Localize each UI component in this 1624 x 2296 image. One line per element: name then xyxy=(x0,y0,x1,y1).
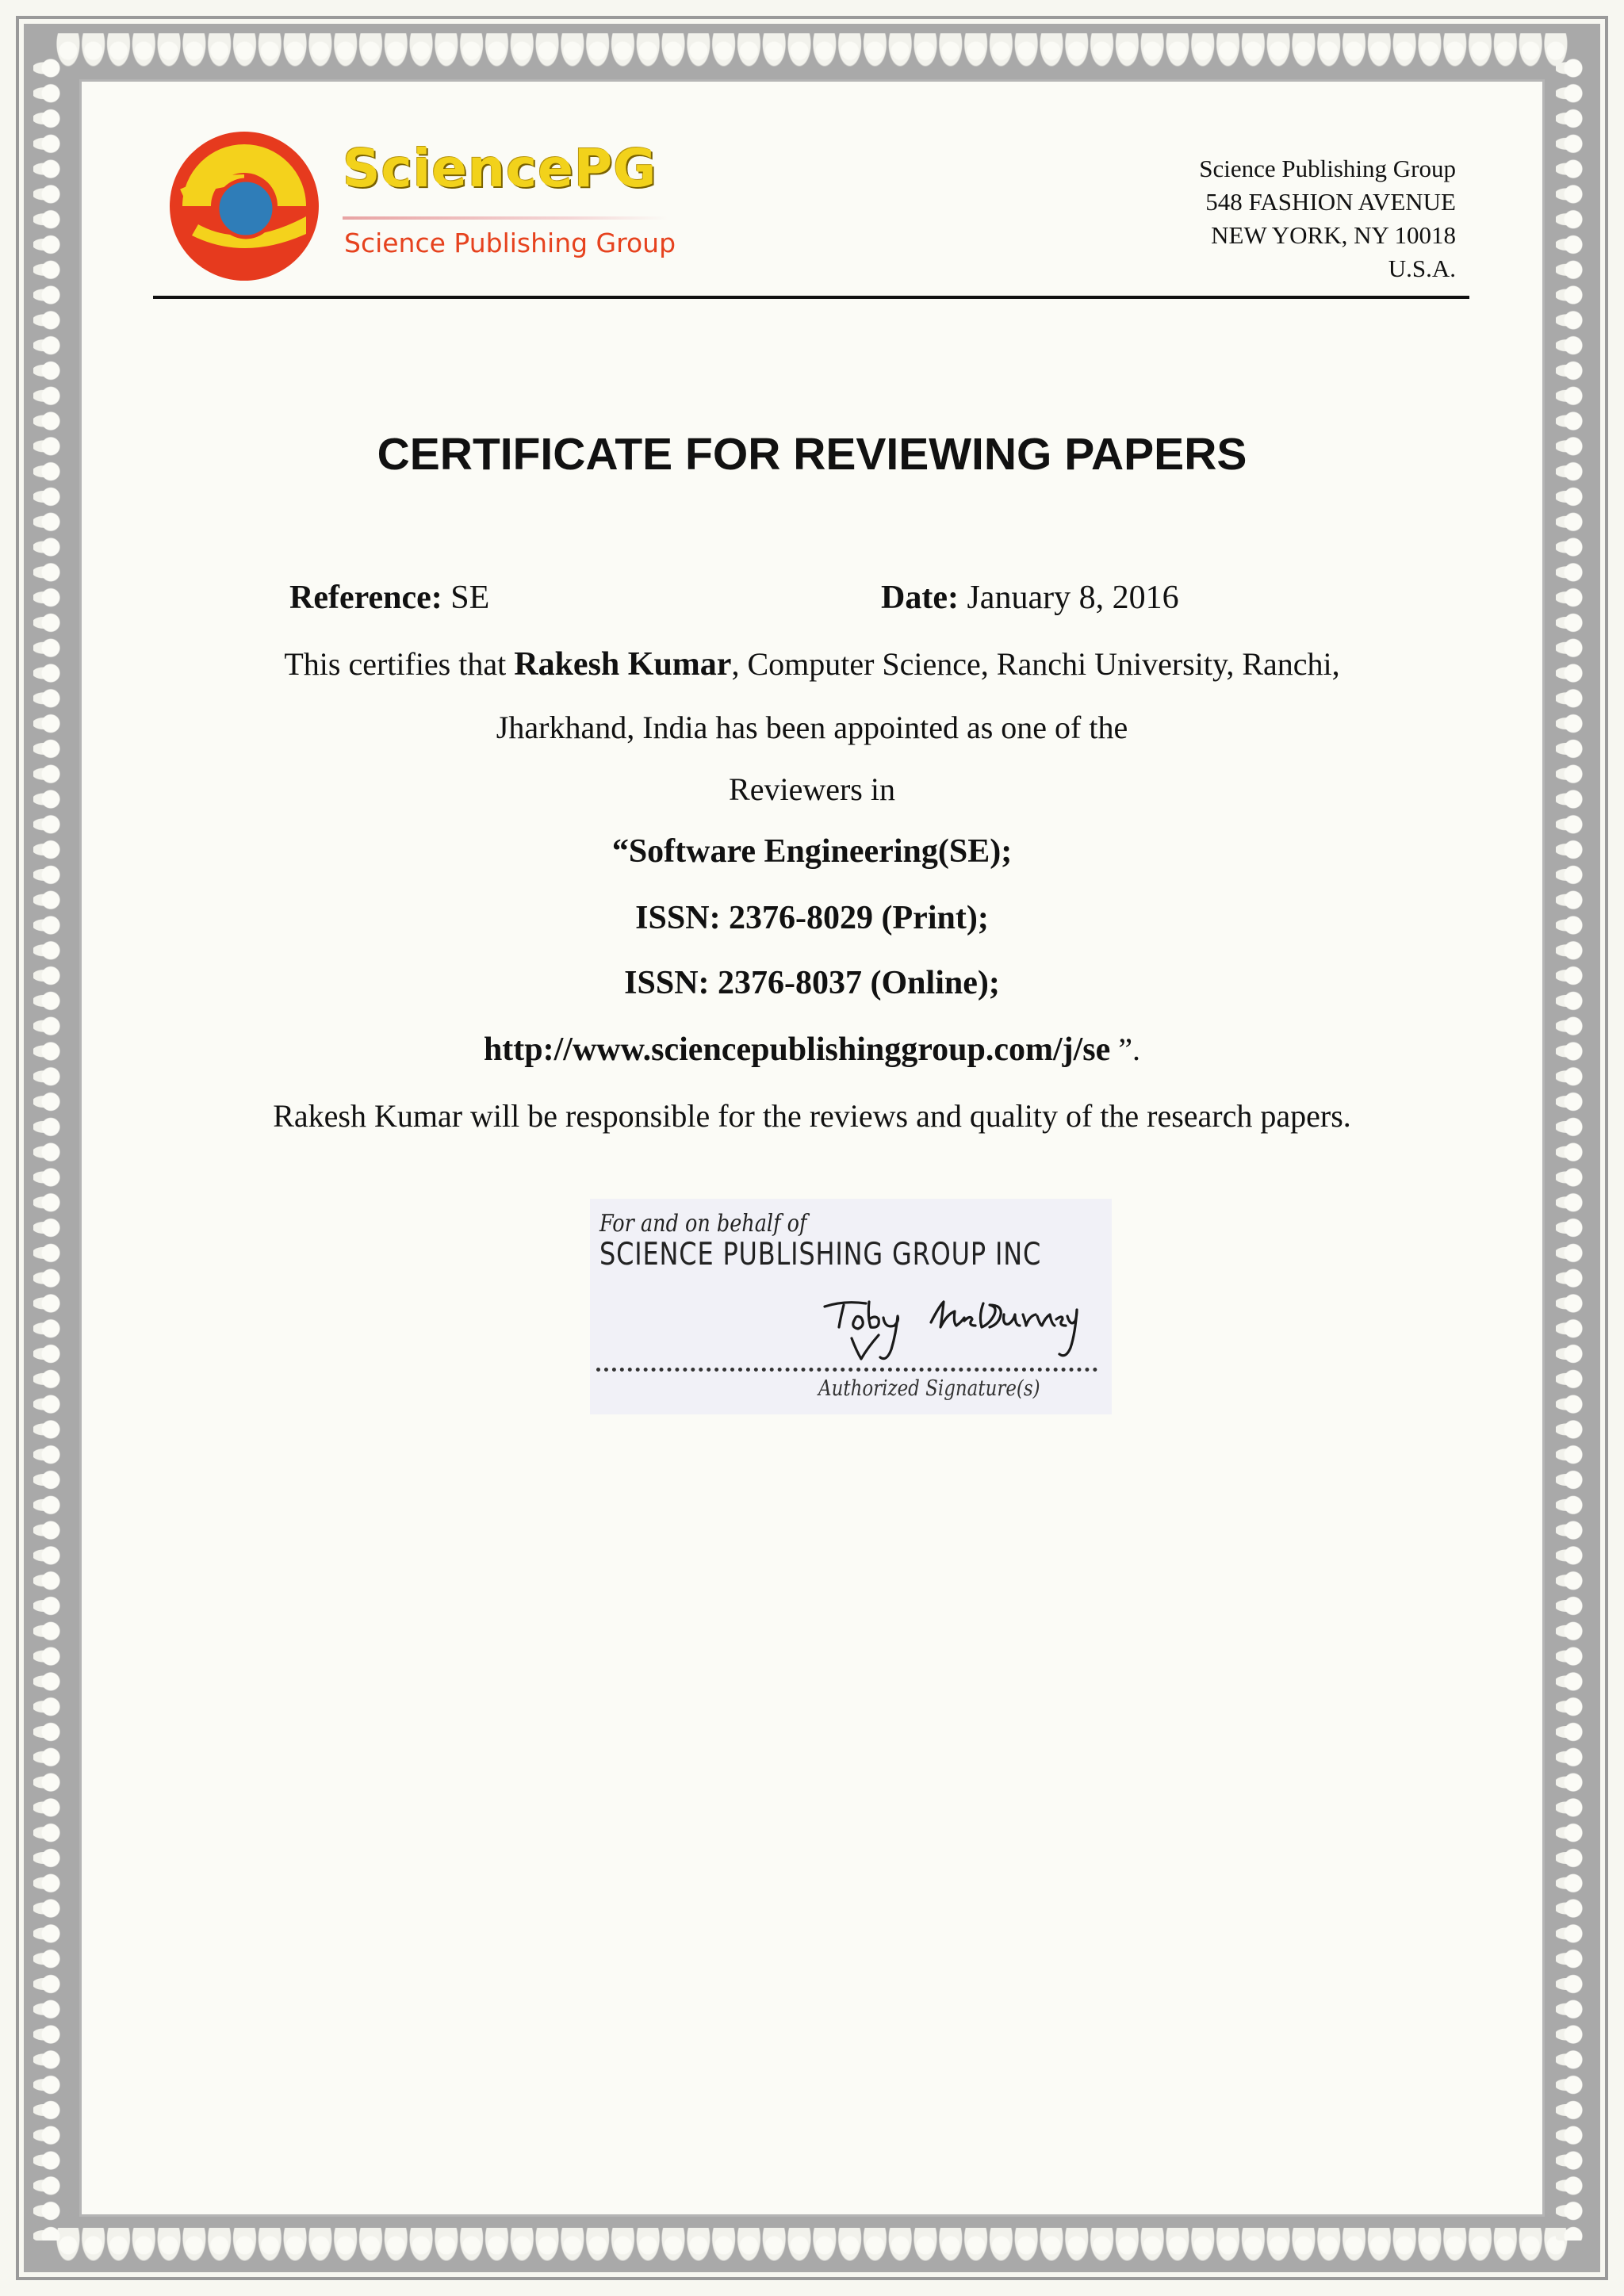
journal-name: “Software Engineering(SE); xyxy=(611,833,1013,870)
signature-stamp xyxy=(590,1199,1112,1414)
issn-print: ISSN: 2376-8029 (Print); xyxy=(635,900,989,936)
header-divider xyxy=(153,296,1469,299)
journal-url-suffix: ”. xyxy=(1110,1031,1141,1067)
reviewer-name: Rakesh Kumar xyxy=(514,646,732,683)
issn-online: ISSN: 2376-8037 (Online); xyxy=(624,965,1000,1001)
journal-url-link[interactable]: http://www.sciencepublishinggroup.com/j/se xyxy=(483,1031,1111,1068)
certificate-title: CERTIFICATE FOR REVIEWING PAPERS xyxy=(377,429,1247,480)
brand-subtitle: Science Publishing Group xyxy=(344,228,676,258)
responsibility-statement: Rakesh Kumar will be responsible for the reviews and quality of the research papers. xyxy=(273,1098,1351,1134)
affiliation-part-1: , Computer Science, Ranchi University, Ranchi, xyxy=(731,646,1340,682)
affiliation-part-2: Jharkhand, India has been appointed as one of the xyxy=(496,710,1128,745)
signature-dotted-line xyxy=(596,1368,1097,1372)
journal-url-line xyxy=(0,1031,1624,1069)
date-label: Date: xyxy=(881,580,959,616)
date-line xyxy=(881,579,1179,617)
address-line: 548 FASHION AVENUE xyxy=(1205,188,1456,216)
reference-label: Reference: xyxy=(289,580,442,616)
handwritten-signature xyxy=(820,1286,1082,1373)
brand-underline xyxy=(343,216,668,220)
address-line: U.S.A. xyxy=(1388,254,1456,282)
reviewers-in-text: Reviewers in xyxy=(729,771,895,807)
address-line: NEW YORK, NY 10018 xyxy=(1211,221,1456,249)
certificate-body-area xyxy=(79,79,1545,2217)
publisher-address xyxy=(1199,152,1456,285)
reference-line xyxy=(289,579,489,617)
reference-value: SE xyxy=(450,580,490,616)
brand-name: SciencePG xyxy=(343,138,657,199)
address-line: Science Publishing Group xyxy=(1199,155,1456,182)
certifies-prefix: This certifies that xyxy=(284,646,515,682)
signature-behalf-text: For and on behalf of xyxy=(599,1210,807,1238)
signature-caption: Authorized Signature(s) xyxy=(818,1376,1040,1401)
signature-company-name: SCIENCE PUBLISHING GROUP INC xyxy=(599,1237,1042,1272)
date-value: January 8, 2016 xyxy=(967,580,1179,616)
sciencepg-logo-icon xyxy=(167,131,325,281)
certification-statement-line-1 xyxy=(0,645,1624,683)
